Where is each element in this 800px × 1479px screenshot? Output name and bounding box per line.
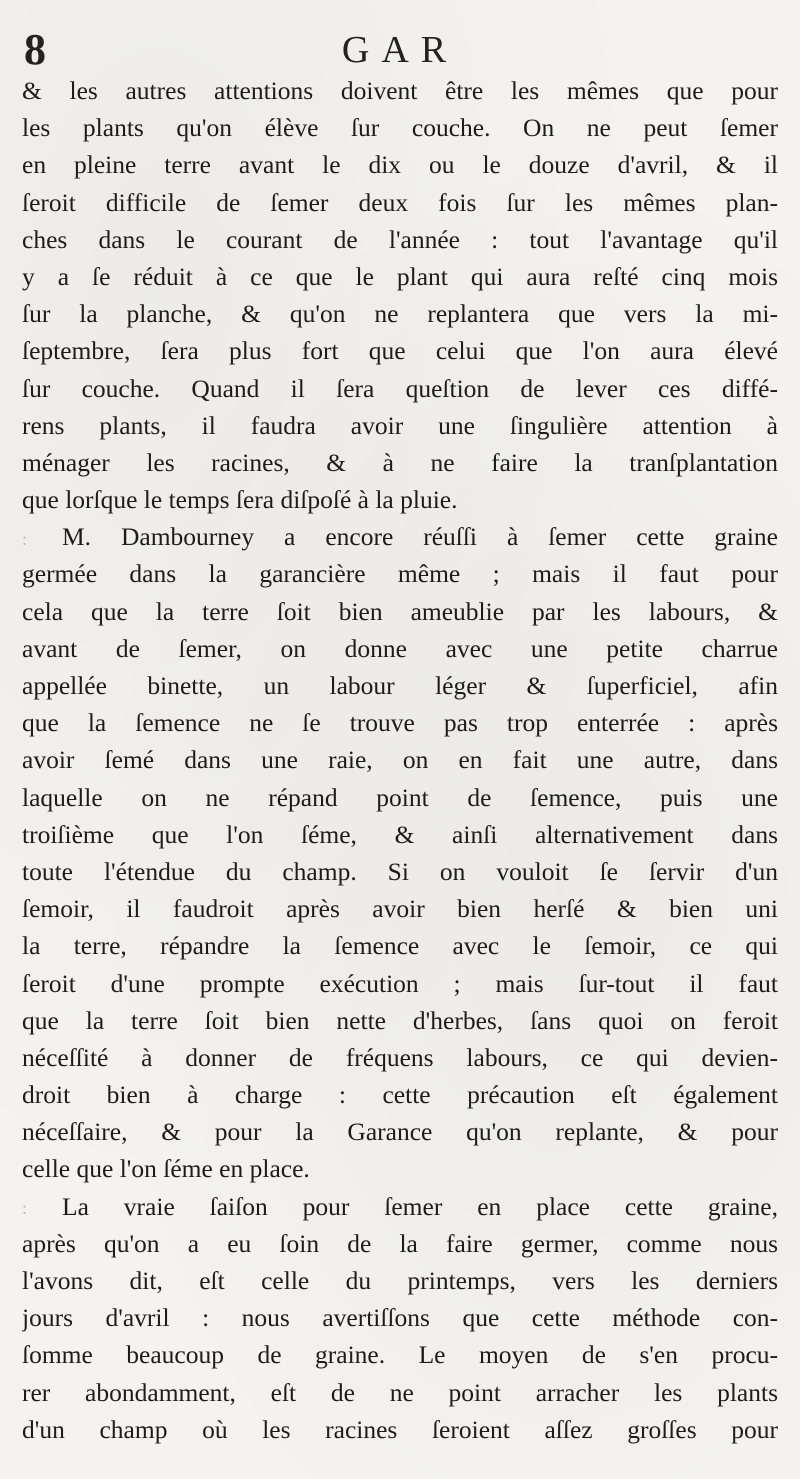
page-number: 8 [24,25,46,74]
line-text: ménager les racines, & à ne faire la tranſplantation [22,447,778,477]
line-text: que la terre ſoit bien nette d'herbes, ſans quoi on feroit [22,1005,778,1035]
line-text: l'avons dit, eſt celle du printemps, vers les derniers [22,1266,778,1295]
line-text: troiſième que l'on ſéme, & ainſi alternativement dans [22,819,778,849]
line-text: que la ſemence ne ſe trouve pas trop enterrée : après [22,708,778,738]
text-line [22,221,778,258]
line-text: & les autres attentions doivent être les mêmes que pour [22,76,778,105]
text-line [22,146,778,183]
text-line [22,1374,778,1411]
margin-marker: : [22,1198,28,1219]
text-line [22,518,778,555]
margin-marker: : [22,528,28,549]
line-text: la terre, répandre la ſemence avec le ſemoir, ce qui [22,931,778,961]
text-line [22,1039,778,1076]
text-line [22,965,778,1002]
text-line [22,1188,778,1225]
line-text: germée dans la garancière même ; mais il faut pour [22,559,778,589]
line-text: néceſſité à donner de fréquens labours, ce qui devien- [22,1042,778,1072]
text-line [22,295,778,332]
text-line [22,407,778,444]
page-header [0,14,800,74]
text-line [22,72,778,109]
line-text: laquelle on ne répand point de ſemence, puis une [22,782,778,812]
text-line [22,258,778,295]
text-line [22,481,778,518]
text-line [22,1411,778,1448]
text-line [22,555,778,592]
text-line [22,853,778,890]
line-text: d'un champ où les racines ſeroient aſſez groſſes pour [22,1414,778,1444]
line-text: après qu'on a eu ſoin de la faire germer, comme nous [22,1228,778,1258]
text-line [22,1076,778,1113]
line-text: ſur couche. Quand il ſera queſtion de lever ces diffé- [22,373,778,403]
text-line [22,1225,778,1262]
line-text: celle que l'on ſéme en place. [22,1154,310,1184]
text-line [22,741,778,778]
text-line [22,593,778,630]
text-line [22,1150,778,1187]
text-line [22,109,778,146]
line-text: avoir ſemé dans une raie, on en fait une autre, dans [22,745,778,775]
line-text: avant de ſemer, on donne avec une petite charrue [22,633,778,663]
line-text: ches dans le courant de l'année : tout l'avantage qu'il [22,224,778,254]
line-text: jours d'avril : nous avertiſſons que cette méthode con- [22,1303,778,1333]
text-line [22,890,778,927]
line-text: La vraie ſaiſon pour ſemer en place cette graine, [62,1191,778,1221]
line-text: ſeroit difficile de ſemer deux fois ſur les mêmes plan- [22,187,778,217]
line-text: ſeroit d'une prompte exécution ; mais ſur-tout il faut [22,968,778,998]
text-line [22,779,778,816]
line-text: ſomme beaucoup de graine. Le moyen de s'en procu- [22,1340,778,1370]
line-text: en pleine terre avant le dix ou le douze d'avril, & il [22,150,778,180]
text-line [22,332,778,369]
line-text: droit bien à charge : cette précaution eſt également [22,1080,778,1110]
line-text: cela que la terre ſoit bien ameublie par les labours, & [22,596,778,626]
line-text: y a ſe réduit à ce que le plant qui aura reſté cinq mois [22,261,778,291]
line-text: néceſſaire, & pour la Garance qu'on replante, & pour [22,1117,778,1147]
line-text: rens plants, il faudra avoir une ſingulière attention à [22,410,778,440]
text-line [22,667,778,704]
line-text: que lorſque le temps ſera diſpoſé à la pluie. [22,485,458,515]
text-line [22,1299,778,1336]
text-line [22,444,778,481]
text-line [22,927,778,964]
text-line [22,370,778,407]
line-text: toute l'étendue du champ. Si on vouloit ſe ſervir d'un [22,856,778,886]
line-text: les plants qu'on élève ſur couche. On ne peut ſemer [22,113,778,143]
text-line [22,630,778,667]
text-line [22,1262,778,1299]
text-line [22,1336,778,1373]
text-line [22,704,778,741]
line-text: appellée binette, un labour léger & ſuperficiel, afin [22,671,778,700]
line-text: rer abondamment, eſt de ne point arracher les plants [22,1377,778,1407]
text-line [22,1002,778,1039]
text-line [22,816,778,853]
line-text: M. Dambourney a encore réuſſi à ſemer cette graine [62,522,778,552]
line-text: ſur la planche, & qu'on ne replantera que vers la mi- [22,299,778,329]
line-text: ſemoir, il faudroit après avoir bien herſé & bien uni [22,894,778,924]
running-head: GAR [341,29,459,71]
text-line [22,184,778,221]
text-line [22,1113,778,1150]
line-text: ſeptembre, ſera plus fort que celui que l'on aura élevé [22,336,778,366]
body-text [22,72,778,1448]
